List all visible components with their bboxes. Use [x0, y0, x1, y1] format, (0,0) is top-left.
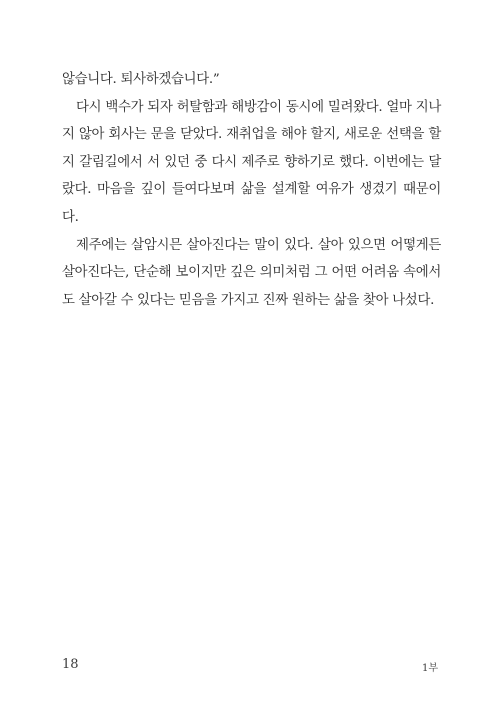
section-label: 1부 [421, 663, 438, 674]
paragraph-continued: 않습니다. 퇴사하겠습니다.” [62, 72, 220, 87]
body-text [62, 66, 441, 314]
paragraph: 제주에는 살암시믄 살아진다는 말이 있다. 살아 있으면 어떻게든 살아진다는, 단순해 보이지만 깊은 의미처럼 그 어떤 어려움 속에서도 살아갈 수 있다는 믿음을 가지고 진짜 원하는 삶을 찾아 나섰다. [62, 237, 441, 308]
paragraph: 다시 백수가 되자 허탈함과 해방감이 동시에 밀려왔다. 얼마 지나지 않아 회사는 문을 닫았다. 재취업을 해야 할지, 새로운 선택을 할지 갈림길에서 서 있던 중 다시 제주로 향하기로 했다. 이번에는 달랐다. 마음을 깊이 들여다보며 삶을 설계할 여유가 생겼기 때문이다. [62, 99, 441, 225]
page-number: 18 [62, 657, 79, 672]
